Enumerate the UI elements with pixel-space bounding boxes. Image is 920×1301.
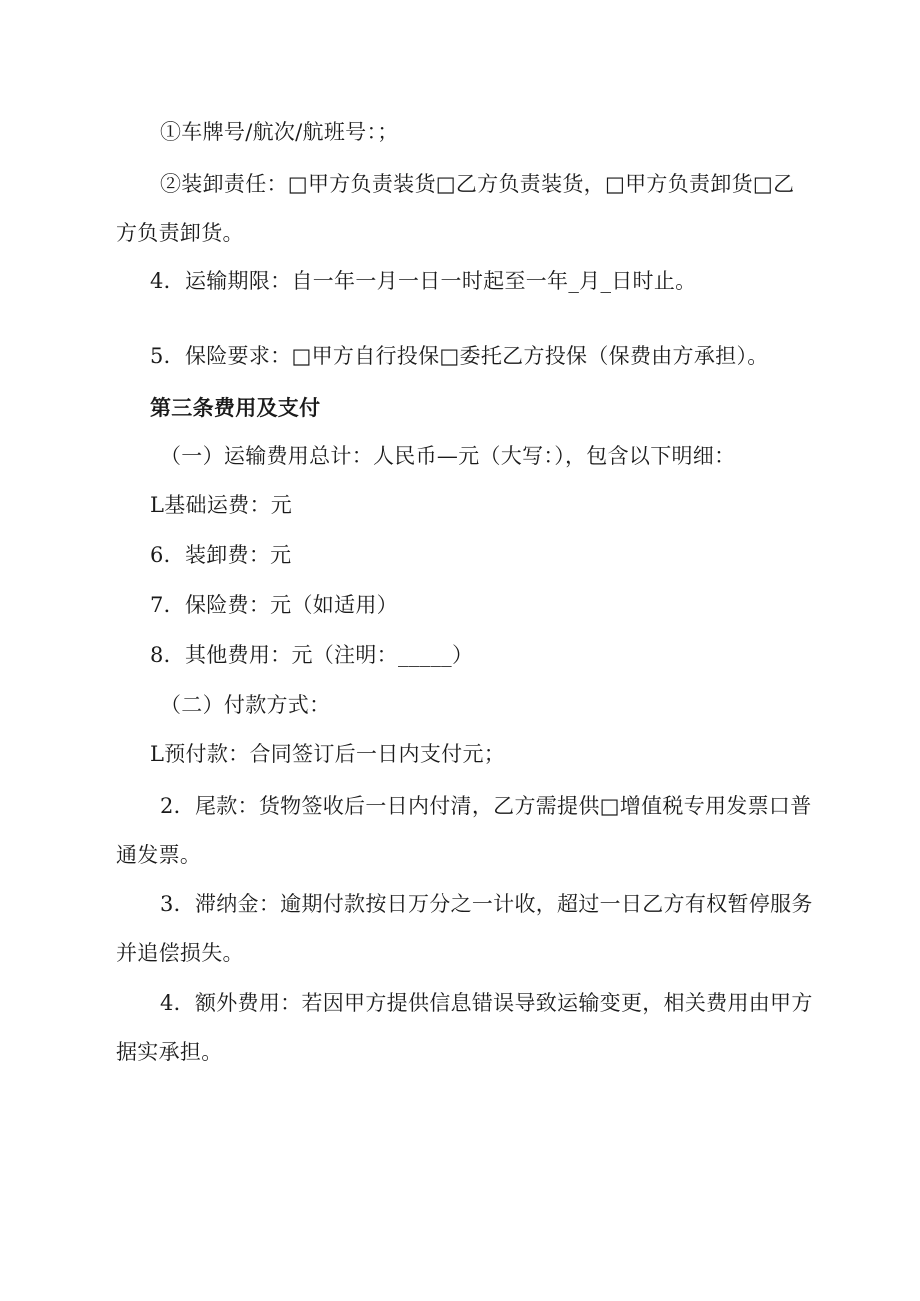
loading-responsibility-line: ②装卸责任：□甲方负责装货□乙方负责装货，□甲方负责卸货□乙: [160, 172, 795, 196]
section-heading-fees: 第三条费用及支付: [150, 396, 321, 420]
prepayment-line: L预付款：合同签订后一日内支付元；: [150, 742, 506, 766]
final-payment-line: 2．尾款：货物签收后一日内付清，乙方需提供□增值税专用发票口普: [160, 794, 812, 818]
late-fee-line: 3．滞纳金：逾期付款按日万分之一计收，超过一日乙方有权暂停服务: [160, 892, 813, 916]
other-fee-line: 8．其他费用：元（注明：_____）: [150, 643, 474, 667]
insurance-fee-line: 7．保险费：元（如适用）: [150, 593, 398, 617]
extra-fee-line: 4．额外费用：若因甲方提供信息错误导致运输变更，相关费用由甲方: [160, 991, 813, 1015]
total-fee-line: （一）运输费用总计：人民币—元（大写：），包含以下明细：: [160, 444, 736, 468]
late-fee-line-cont: 并追偿损失。: [116, 941, 244, 965]
extra-fee-line-cont: 据实承担。: [116, 1040, 223, 1064]
final-payment-line-cont: 通发票。: [116, 843, 202, 867]
handling-fee-line: 6．装卸费：元: [150, 543, 292, 567]
vehicle-number-line: ①车牌号/航次/航班号：；: [160, 120, 399, 144]
insurance-requirement-line: 5．保险要求：□甲方自行投保□委托乙方投保（保费由方承担）。: [150, 344, 769, 368]
transport-period-line: 4．运输期限：自一年一月一日一时起至一年_月_日时止。: [150, 269, 697, 293]
loading-responsibility-line-cont: 方负责卸货。: [116, 221, 244, 245]
payment-method-heading: （二）付款方式：: [160, 693, 331, 717]
base-freight-line: L基础运费：元: [150, 493, 293, 517]
